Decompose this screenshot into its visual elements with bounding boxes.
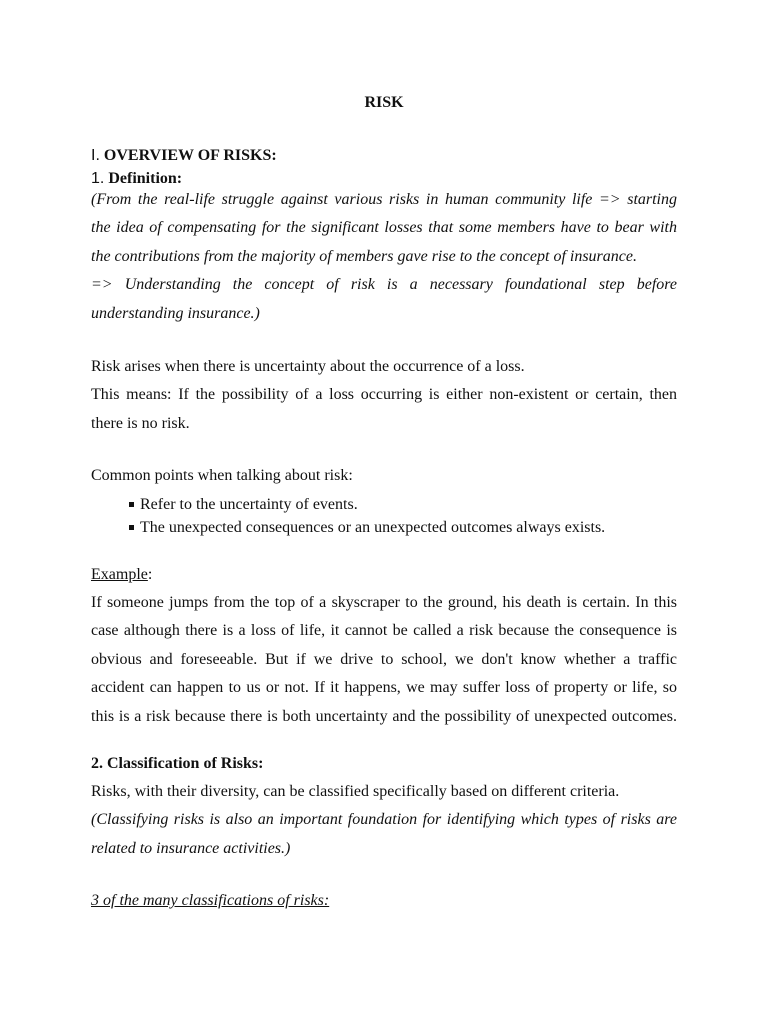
classification-line: Risks, with their diversity, can be classified specifically based on different criteria. (91, 783, 620, 800)
example-line: obvious and foreseeable. But if we drive to school, we don't know whether a traffic (91, 650, 677, 668)
example-paragraph (91, 589, 677, 731)
classification-italic-line: related to insurance activities.) (91, 839, 291, 857)
common-points-list (129, 493, 677, 539)
list-item (129, 493, 677, 516)
intro-paragraph (91, 186, 677, 328)
square-bullet-icon (129, 525, 134, 530)
common-points-intro: Common points when talking about risk: (91, 467, 353, 484)
risk-definition-paragraph (91, 353, 677, 438)
example-label-line (91, 561, 677, 589)
document-title: RISK (364, 94, 404, 111)
intro-line: the contributions from the majority of members gave rise to the concept of insurance. (91, 247, 637, 265)
section-numeral: I. (91, 147, 100, 164)
intro-line: => Understanding the concept of risk is a necessary foundational step before (91, 276, 677, 294)
intro-line: the idea of compensating for the significant losses that some members have to bear with (91, 219, 677, 237)
intro-line: (From the real-life struggle against various risks in human community life => starting (91, 191, 677, 208)
risk-line: Risk arises when there is uncertainty about the occurrence of a loss. (91, 358, 525, 375)
section-heading-text: OVERVIEW OF RISKS: (103, 147, 277, 164)
example-colon: : (147, 566, 153, 583)
list-item-text: Refer to the uncertainty of events. (140, 496, 358, 513)
classifications-subheading: 3 of the many classifications of risks: (91, 892, 330, 909)
classification-paragraph (91, 778, 677, 863)
square-bullet-icon (129, 502, 134, 507)
example-line: case although there is a loss of life, it cannot be called a risk because the consequence is (91, 622, 677, 640)
subsection-heading-text: Definition: (108, 170, 183, 187)
example-line: this is a risk because there is both uncertainty and the possibility of unexpected outcomes. (91, 707, 677, 725)
list-item-text: The unexpected consequences or an unexpected outcomes always exists. (140, 519, 606, 536)
list-item (129, 516, 677, 539)
example-line: If someone jumps from the top of a skyscraper to the ground, his death is certain. In this (91, 594, 677, 611)
example-label: Example (91, 566, 148, 583)
example-line: accident can happen to us or not. If it happens, we may suffer loss of property or life, so (91, 679, 677, 697)
intro-line: understanding insurance.) (91, 304, 260, 322)
subsection-number: 1. (91, 170, 105, 187)
classification-italic-line: (Classifying risks is also an important foundation for identifying which types of risks are (91, 811, 677, 829)
risk-line: This means: If the possibility of a loss occurring is either non-existent or certain, then (91, 386, 677, 404)
classification-heading: 2. Classification of Risks: (91, 755, 264, 772)
section-heading-overview (91, 146, 677, 166)
risk-line: there is no risk. (91, 414, 190, 432)
